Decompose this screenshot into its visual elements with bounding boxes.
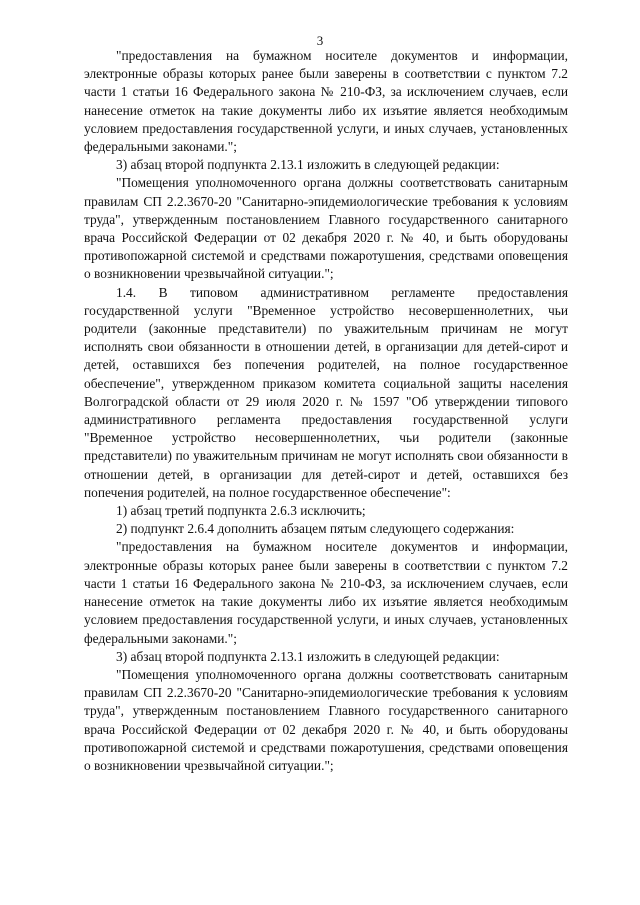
paragraph: "Помещения уполномоченного органа должны соответствовать санитарным правилам СП 2.2.3670-20 "Санитарно-эпидемиологические требования к условиям труда", утвержденным постановлением Главного государственного санитарного врача Российской Федерации от 02 декабря 2020 г. № 40, и быть оборудованы противопожарной системой и средствами пожаротушения, средствами оповещения о возникновении чрезвычайной ситуации.";: [84, 666, 568, 773]
paragraph: "Помещения уполномоченного органа должны соответствовать санитарным правилам СП 2.2.3670-20 "Санитарно-эпидемиологические требования к условиям труда", утвержденным постановлением Главного государственного санитарного врача Российской Федерации от 02 декабря 2020 г. № 40, и быть оборудованы противопожарной системой и средствами пожаротушения, средствами оповещения о возникновении чрезвычайной ситуации.";: [84, 175, 568, 282]
paragraph: 1.4. В типовом административном регламенте предоставления государственной услуги "Временное устройство несовершеннолетних, чьи родители (законные представители) по уважительным причинам не могут исполнять свои обязанности в отношении детей, в организации для детей-сирот и детей, оставшихся без попечения родителей, на полное государственное обеспечение", утвержденном приказом комитета социальной защиты населения Волгоградской области от 29 июля 2020 г. № 1597 "Об утверждении типового административного регламента предоставления государственной услуги "Временное устройство несовершеннолетних, чьи родители (законные представители) по уважительным причинам не могут исполнять свои обязанности в отношении детей, в организации для детей-сирот и детей, оставшихся без попечения родителей, на полное государственное обеспечение":: [84, 284, 568, 500]
paragraph: 2) подпункт 2.6.4 дополнить абзацем пятым следующего содержания:: [116, 521, 515, 537]
document-body: [84, 47, 568, 775]
paragraph: "предоставления на бумажном носителе документов и информации, электронные образы которых ранее были заверены в соответствии с пунктом 7.2 части 1 статьи 16 Федерального закона № 210-ФЗ, за исключением случаев, если нанесение отметок на такие документы либо их изъятие является необходимым условием предоставления государственной услуги, и иных случаев, установленных федеральными законами.";: [84, 539, 568, 646]
paragraph: 3) абзац второй подпункта 2.13.1 изложить в следующей редакции:: [116, 648, 500, 664]
page-number: 3: [316, 33, 324, 48]
paragraph: 3) абзац второй подпункта 2.13.1 изложить в следующей редакции:: [116, 157, 500, 173]
paragraph: 1) абзац третий подпункта 2.6.3 исключить;: [116, 503, 366, 519]
paragraph: "предоставления на бумажном носителе документов и информации, электронные образы которых ранее были заверены в соответствии с пунктом 7.2 части 1 статьи 16 Федерального закона № 210-ФЗ, за исключением случаев, если нанесение отметок на такие документы либо их изъятие является необходимым условием предоставления государственной услуги, и иных случаев, установленных федеральными законами.";: [84, 48, 568, 155]
